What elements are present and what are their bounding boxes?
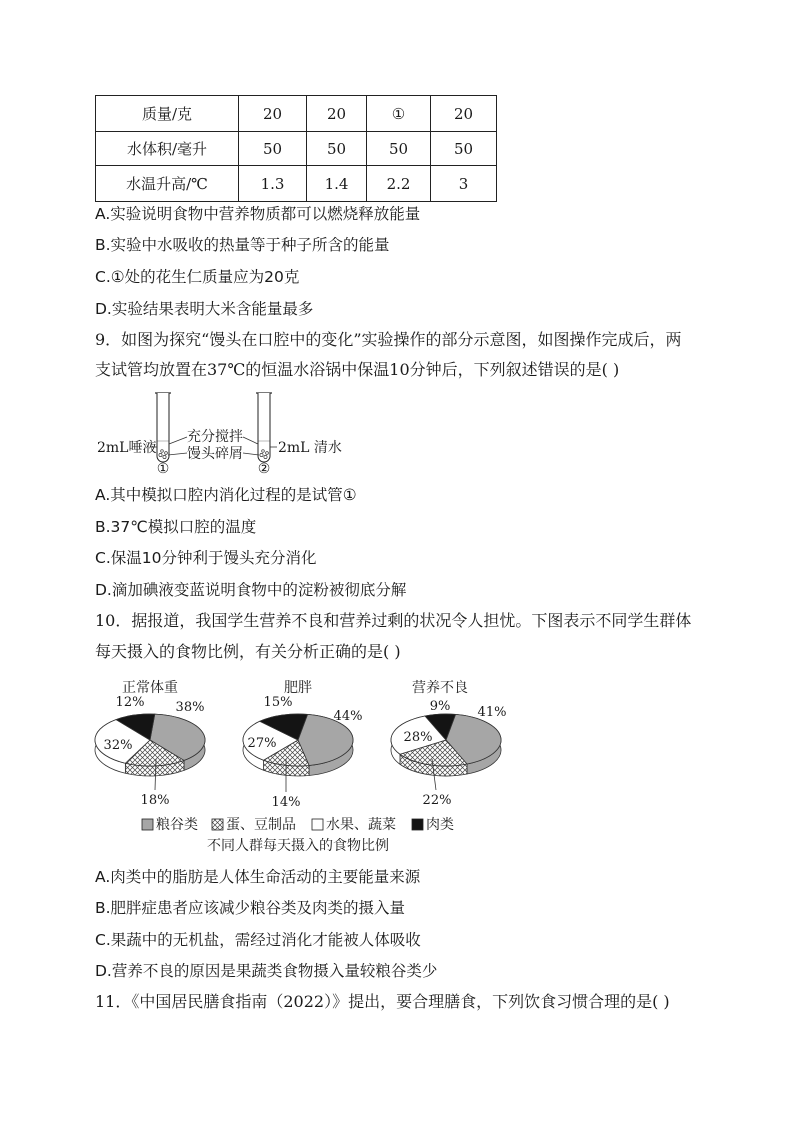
legend-swatch-egg-bean: [212, 819, 223, 830]
share-label: 32%: [103, 738, 133, 753]
table-cell: ①: [367, 96, 431, 132]
food-ratio-pie-figure: [0, 670, 794, 860]
table-cell: 20: [431, 96, 497, 132]
q8-option-b: B.实验中水吸收的热量等于种子所含的能量: [95, 236, 390, 254]
legend-label-grain: 粮谷类: [156, 817, 198, 833]
share-label: 38%: [175, 700, 205, 715]
test-tube-2: [256, 393, 272, 462]
q11-stem: 11．《中国居民膳食指南（2022）》提出，要合理膳食，下列饮食习惯合理的是( ): [95, 992, 670, 1011]
tube-2-number: ②: [257, 461, 271, 477]
legend-swatch-grain: [142, 819, 153, 830]
saliva-label: 2mL唾液: [97, 440, 157, 456]
q8-option-a: A.实验说明食物中营养物质都可以燃烧释放能量: [95, 205, 421, 223]
share-label: 22%: [422, 793, 452, 808]
table-row: [96, 132, 497, 166]
crumbs-label: 馒头碎屑: [187, 446, 243, 462]
q8-option-c: C.①处的花生仁质量应为20克: [95, 268, 300, 286]
pie-title-malnourished: 营养不良: [412, 680, 468, 696]
pie-title-obese: 肥胖: [284, 680, 312, 696]
table-cell: 50: [239, 132, 307, 166]
table-cell: 1.4: [307, 166, 367, 202]
q8-option-d: D.实验结果表明大米含能量最多: [95, 300, 314, 318]
table-cell: 50: [431, 132, 497, 166]
share-label: 41%: [477, 705, 507, 720]
table-cell: 20: [307, 96, 367, 132]
q9-option-c: C.保温10分钟利于馒头充分消化: [95, 549, 317, 567]
table-row: [96, 166, 497, 202]
q10-option-b: B.肥胖症患者应该减少粮谷类及肉类的摄入量: [95, 899, 406, 917]
test-tube-diagram: [0, 385, 794, 480]
share-label: 15%: [263, 695, 293, 710]
q9-stem-line-1: 9．如图为探究“馒头在口腔中的变化”实验操作的部分示意图，如图操作完成后，两: [95, 330, 682, 349]
q10-stem-line-2: 每天摄入的食物比例，有关分析正确的是( ): [95, 642, 401, 661]
q9-option-b: B.37℃模拟口腔的温度: [95, 518, 257, 536]
table-cell: 50: [367, 132, 431, 166]
share-label: 27%: [247, 736, 277, 751]
share-label: 14%: [271, 795, 301, 810]
table-cell: 2.2: [367, 166, 431, 202]
row-label: 质量/克: [96, 96, 239, 132]
share-label: 28%: [403, 730, 433, 745]
legend-label-meat: 肉类: [426, 817, 454, 833]
q10-option-d: D.营养不良的原因是果蔬类食物摄入量较粮谷类少: [95, 962, 438, 980]
legend-label-egg-bean: 蛋、豆制品: [226, 817, 296, 833]
share-label: 18%: [140, 793, 170, 808]
legend-label-fruit-veg: 水果、蔬菜: [326, 817, 396, 833]
table-row: [96, 96, 497, 132]
table-cell: 1.3: [239, 166, 307, 202]
table-cell: 20: [239, 96, 307, 132]
q9-option-d: D.滴加碘液变蓝说明食物中的淀粉被彻底分解: [95, 581, 407, 599]
q9-option-a: A.其中模拟口腔内消化过程的是试管①: [95, 486, 357, 504]
pie-legend: [142, 816, 454, 833]
row-label: 水温升高/℃: [96, 166, 239, 202]
q10-option-a: A.肉类中的脂肪是人体生命活动的主要能量来源: [95, 868, 421, 886]
table-cell: 3: [431, 166, 497, 202]
share-label: 9%: [429, 699, 451, 714]
test-tube-1: [155, 393, 171, 462]
pie-title-normal-weight: 正常体重: [122, 680, 178, 696]
tube-1-number: ①: [156, 461, 170, 477]
stir-label: 充分搅拌: [187, 429, 243, 445]
q9-stem-line-2: 支试管均放置在37℃的恒温水浴锅中保温10分钟后，下列叙述错误的是( ): [95, 360, 620, 379]
q10-stem-line-1: 10．据报道，我国学生营养不良和营养过剩的状况令人担忧。下图表示不同学生群体: [95, 611, 692, 630]
water-label: 2mL 清水: [278, 440, 342, 456]
share-label: 12%: [115, 695, 145, 710]
legend-swatch-fruit-veg: [312, 819, 323, 830]
table-cell: 50: [307, 132, 367, 166]
share-label: 44%: [333, 709, 363, 724]
row-label: 水体积/毫升: [96, 132, 239, 166]
legend-swatch-meat: [412, 819, 423, 830]
experiment-table: [95, 95, 497, 202]
figure-caption: 不同人群每天摄入的食物比例: [207, 838, 389, 854]
q10-option-c: C.果蔬中的无机盐，需经过消化才能被人体吸收: [95, 931, 421, 949]
